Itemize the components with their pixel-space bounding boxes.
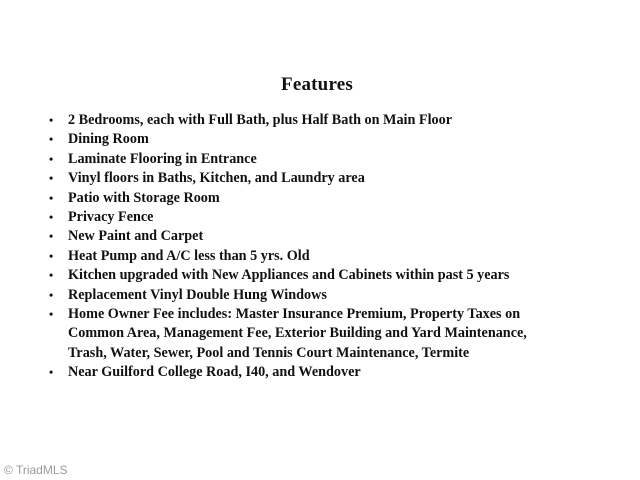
feature-text: 2 Bedrooms, each with Full Bath, plus Half Bath on Main Floor bbox=[68, 112, 453, 128]
feature-item bbox=[48, 111, 608, 130]
feature-text: Trash, Water, Sewer, Pool and Tennis Court Maintenance, Termite bbox=[68, 344, 470, 361]
feature-text: Laminate Flooring in Entrance bbox=[68, 150, 257, 167]
bullet-icon: • bbox=[49, 190, 54, 205]
bullet-icon: • bbox=[49, 171, 54, 186]
feature-text: Near Guilford College Road, I40, and Wendover bbox=[68, 364, 361, 381]
feature-text: Dining Room bbox=[68, 131, 149, 148]
feature-item bbox=[48, 208, 608, 227]
page-title: Features bbox=[281, 74, 353, 95]
bullet-icon: • bbox=[49, 287, 54, 302]
bullet-icon: • bbox=[49, 210, 54, 225]
features-list bbox=[48, 111, 608, 383]
feature-text: Patio with Storage Room bbox=[68, 189, 220, 206]
feature-text: Kitchen upgraded with New Appliances and Cabinets within past 5 years bbox=[68, 267, 510, 284]
feature-item bbox=[48, 305, 608, 363]
bullet-icon: • bbox=[49, 268, 54, 283]
feature-text: Vinyl floors in Baths, Kitchen, and Laundry area bbox=[68, 170, 365, 187]
feature-text: Replacement Vinyl Double Hung Windows bbox=[68, 286, 327, 303]
feature-text: Privacy Fence bbox=[68, 209, 154, 226]
bullet-icon: • bbox=[49, 151, 54, 166]
bullet-icon: • bbox=[49, 365, 54, 380]
feature-item bbox=[48, 266, 608, 285]
feature-text: Common Area, Management Fee, Exterior Building and Yard Maintenance, bbox=[68, 325, 527, 342]
bullet-icon: • bbox=[49, 132, 54, 147]
feature-item bbox=[48, 286, 608, 305]
watermark: © TriadMLS bbox=[4, 463, 68, 477]
bullet-icon: • bbox=[49, 307, 54, 322]
feature-item bbox=[48, 227, 608, 246]
feature-item bbox=[48, 150, 608, 169]
feature-text: Heat Pump and A/C less than 5 yrs. Old bbox=[68, 247, 310, 264]
feature-text: New Paint and Carpet bbox=[68, 228, 204, 245]
feature-item bbox=[48, 247, 608, 266]
feature-item bbox=[48, 189, 608, 208]
bullet-icon: • bbox=[49, 248, 54, 263]
feature-item bbox=[48, 169, 608, 188]
feature-item bbox=[48, 130, 608, 149]
bullet-icon: • bbox=[49, 113, 54, 127]
feature-item bbox=[48, 363, 608, 382]
bullet-icon: • bbox=[49, 229, 54, 244]
feature-text: Home Owner Fee includes: Master Insurance Premium, Property Taxes on bbox=[68, 306, 521, 323]
